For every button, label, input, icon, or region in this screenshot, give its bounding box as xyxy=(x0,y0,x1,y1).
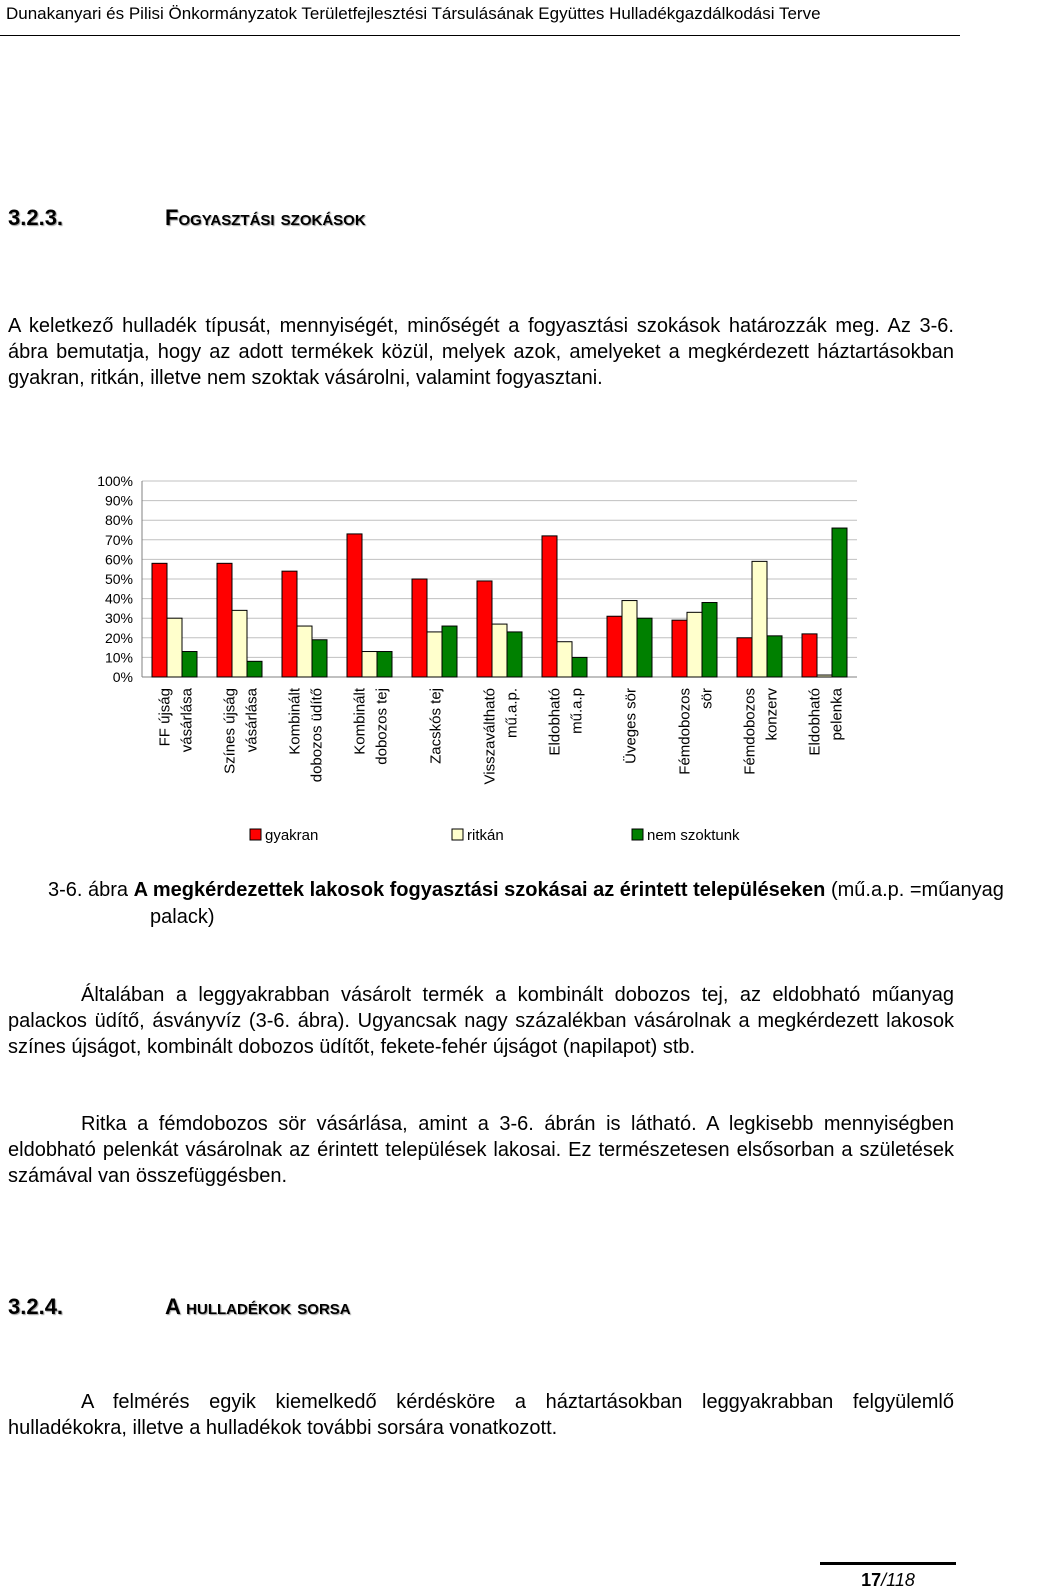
paragraph-most-bought: Általában a leggyakrabban vásárolt termék a kombinált dobozos tej, az eldobható műanyag palackos üdítő, ásványvíz (3-6. ábra). Ugyancsak nagy százalékban vásárolnak a megkérdezett lakosok színes újságot, kombinált dobozos üdítőt, fekete-fehér újságot (napilapot) stb. xyxy=(8,984,954,1058)
x-category-label: dobozos üdítő xyxy=(308,688,326,783)
bar xyxy=(477,581,492,677)
y-tick-label: 70% xyxy=(104,531,133,548)
section-number: 3.2.4. xyxy=(8,1294,64,1319)
x-category-label: pelenka xyxy=(828,688,846,741)
x-category-label: Színes újság xyxy=(221,688,239,774)
y-tick-label: 50% xyxy=(104,571,133,587)
y-tick-label: 40% xyxy=(104,590,133,607)
bar xyxy=(347,534,362,677)
bar xyxy=(702,603,717,677)
y-tick-label: 80% xyxy=(104,512,133,529)
bar xyxy=(572,657,587,677)
x-category-label: sör xyxy=(698,688,716,709)
legend-label: ritkán xyxy=(467,827,504,844)
bar xyxy=(622,601,637,677)
x-category-label: FF újság xyxy=(156,688,174,747)
paragraph-rare-bought: Ritka a fémdobozos sör vásárlása, amint a 3-6. ábrán is látható. A legkisebb mennyiségben eldobható pelenkát vásárolnak az érintett települések lakosai. Ez természetesen elsősorban a születések számával van összefüggésben. xyxy=(8,1113,954,1187)
bar xyxy=(427,632,442,677)
section-heading-hulladekok xyxy=(8,1294,351,1320)
page-number xyxy=(820,1562,956,1595)
bar xyxy=(492,624,507,677)
x-category-label: Fémdobozos xyxy=(741,688,759,775)
bar xyxy=(247,661,262,677)
x-category-label: mű.a.p xyxy=(568,688,586,734)
section-title: Fogyasztási szokások xyxy=(165,205,366,230)
page-current: 17 xyxy=(861,1570,882,1590)
section-number: 3.2.3. xyxy=(8,205,64,230)
x-category-label: Kombinált xyxy=(286,688,304,755)
legend-swatch xyxy=(632,829,643,840)
x-category-label: Üveges sör xyxy=(622,688,640,764)
y-tick-label: 0% xyxy=(112,669,133,685)
bar xyxy=(232,610,247,677)
bar xyxy=(817,675,832,677)
bar xyxy=(637,618,652,677)
header-text: Dunakanyari és Pilisi Önkormányzatok Területfejlesztési Társulásának Együttes Hulladékgazdálkodási Terve xyxy=(6,4,821,23)
x-category-label: dobozos tej xyxy=(373,688,391,765)
caption-prefix: 3-6. ábra xyxy=(48,879,134,901)
bar xyxy=(182,652,197,677)
bar xyxy=(752,561,767,677)
figure-caption xyxy=(48,877,1050,931)
x-category-label: vásárlása xyxy=(178,688,196,753)
y-tick-label: 30% xyxy=(104,610,133,627)
consumption-habits-chart xyxy=(80,470,880,855)
intro-paragraph: A keletkező hulladék típusát, mennyiségét, minőségét a fogyasztási szokások határozzák meg. Az 3-6. ábra bemutatja, hogy az adott termékek közül, melyek azok, amelyeket a megkérdezett háztartásokban gyakran, ritkán, illetve nem szoktak vásárolni, valamint fogyasztani. xyxy=(8,315,954,389)
y-tick-label: 60% xyxy=(104,551,133,568)
x-category-label: vásárlása xyxy=(243,688,261,753)
bar xyxy=(802,634,817,677)
document-header xyxy=(0,0,960,36)
x-category-label: Fémdobozos xyxy=(676,688,694,775)
bar xyxy=(297,626,312,677)
bar xyxy=(152,563,167,677)
x-category-label: Eldobható xyxy=(806,688,824,756)
bar xyxy=(557,642,572,677)
x-category-label: konzerv xyxy=(763,688,781,741)
x-category-label: Kombinált xyxy=(351,688,369,755)
y-tick-label: 10% xyxy=(104,649,133,666)
bar xyxy=(507,632,522,677)
caption-title: A megkérdezettek lakosok fogyasztási szokásai az érintett településeken xyxy=(133,879,826,901)
paragraph-survey: A felmérés egyik kiemelkedő kérdésköre a háztartásokban leggyakrabban felgyülemlő hulladékokra, illetve a hulladékok további sorsára vonatkozott. xyxy=(8,1391,954,1439)
bar xyxy=(412,579,427,677)
y-tick-label: 100% xyxy=(97,473,133,489)
bar xyxy=(737,638,752,677)
legend-swatch xyxy=(250,829,261,840)
bar xyxy=(217,563,232,677)
bar xyxy=(377,652,392,677)
bar xyxy=(832,528,847,677)
legend-swatch xyxy=(452,829,463,840)
bar xyxy=(282,571,297,677)
y-tick-label: 20% xyxy=(104,629,133,646)
page-total: /118 xyxy=(881,1570,915,1590)
y-tick-label: 90% xyxy=(104,492,133,509)
bar xyxy=(542,536,557,677)
x-category-label: Visszaváltható xyxy=(481,688,499,785)
bar xyxy=(167,618,182,677)
bar xyxy=(362,652,377,677)
bar xyxy=(672,620,687,677)
x-category-label: mű.a.p. xyxy=(503,688,521,739)
x-category-label: Zacskós tej xyxy=(427,688,445,764)
x-category-label: Eldobható xyxy=(546,688,564,756)
section-title: A hulladékok sorsa xyxy=(165,1294,351,1319)
section-heading-fogyasztasi xyxy=(8,205,366,231)
legend-label: gyakran xyxy=(265,827,319,844)
bar xyxy=(767,636,782,677)
bar xyxy=(607,616,622,677)
bar xyxy=(312,640,327,677)
bar xyxy=(442,626,457,677)
caption-note: (mű.a.p. =műanyag palack) xyxy=(150,879,1004,928)
bar xyxy=(687,612,702,677)
legend-label: nem szoktunk xyxy=(647,827,740,844)
